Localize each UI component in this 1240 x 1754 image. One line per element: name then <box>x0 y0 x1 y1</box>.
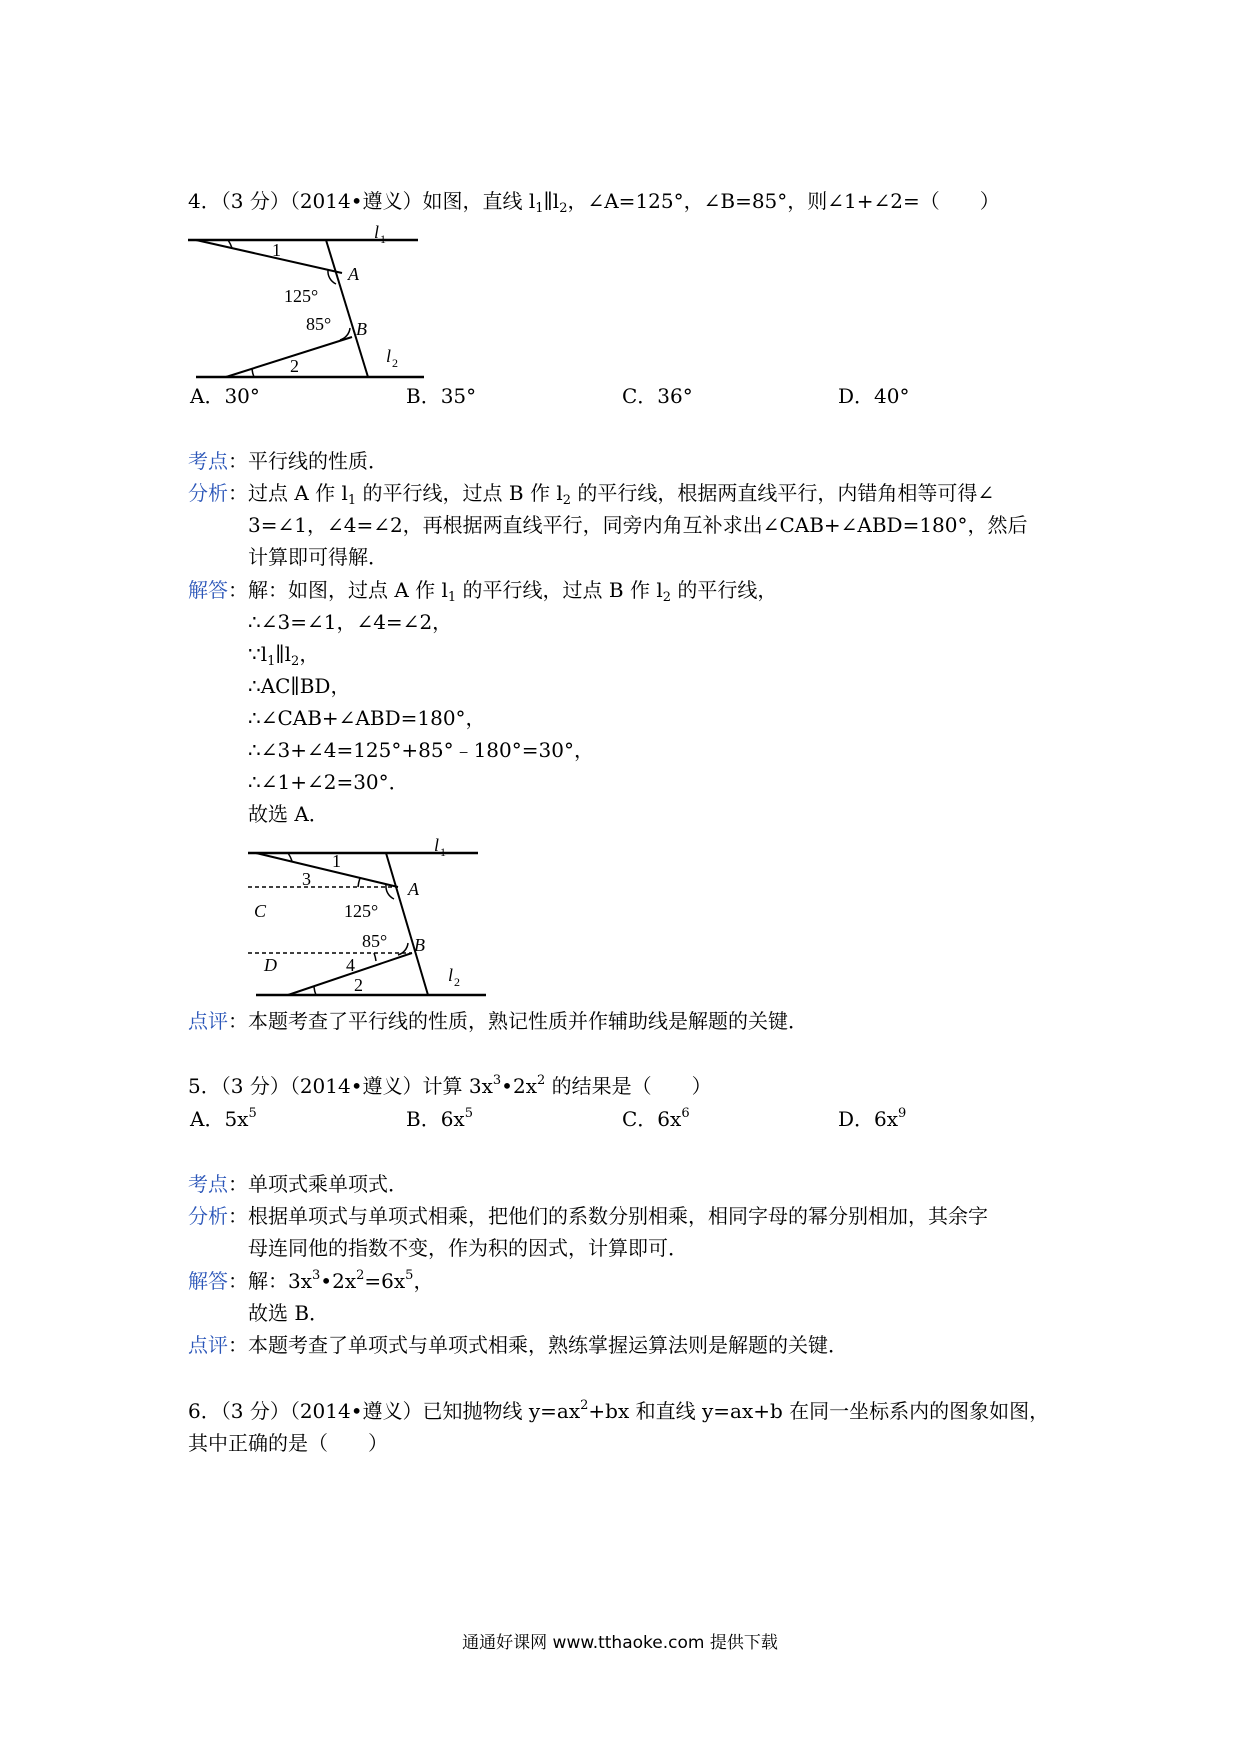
q4-sol-l1: l <box>434 835 440 855</box>
q4-fig-l1-sub: 1 <box>380 232 386 246</box>
q4-step-5: ∴∠3+∠4=125°+85°﹣180°=30°， <box>248 738 594 762</box>
q4-step-2: $\because l_1\parallel l_2$， <box>248 642 320 669</box>
q4-fenxi: 分析：过点 A 作 $l_1$ 的平行线，过点 B 作 $l_2$ 的平行线，根据两直线平行，内错角相等可得∠ <box>188 481 995 508</box>
q4-jieda-label: 解答 <box>188 578 228 602</box>
q5-option-b: B．$6x^5$ <box>406 1106 473 1131</box>
q5-fenxi-label: 分析 <box>188 1204 228 1228</box>
q5-jieda-line2: 故选 B． <box>248 1301 330 1325</box>
q4-number: 4． <box>188 189 221 213</box>
q5-dianping-label: 点评 <box>188 1333 228 1357</box>
q4-sol-label-d: D <box>264 955 277 975</box>
q4-figure <box>188 222 428 382</box>
q5-number: 5． <box>188 1074 221 1098</box>
q6-stem: 6．（3 分）（2014•遵义）已知抛物线 $y=ax^2+bx$ 和直线 y=ax+b 在同一坐标系内的图象如图， <box>188 1398 1050 1423</box>
q4-kaodian: 考点：平行线的性质． <box>188 449 388 473</box>
q4-sol-l2-sub: 2 <box>454 975 460 989</box>
q6-stem-line2: 其中正确的是（ ） <box>188 1431 388 1455</box>
q4-fenxi-line2: 3=∠1，∠4=∠2，再根据两直线平行，同旁内角互补求出∠CAB+∠ABD=180°，然后 <box>248 513 1028 537</box>
q4-sol-label-c: C <box>254 901 267 921</box>
q5-dianping: 点评：本题考查了单项式与单项式相乘，熟练掌握运算法则是解题的关键． <box>188 1333 848 1357</box>
q4-fig-l2: l <box>386 346 392 366</box>
q4-step-7: 故选 A． <box>248 802 329 826</box>
q4-fig-label-2: 2 <box>290 356 299 376</box>
q4-step-1: ∴∠3=∠1，∠4=∠2， <box>248 610 453 634</box>
q4-fig-l2-sub: 2 <box>392 356 398 370</box>
q4-sol-l1-sub: 1 <box>440 845 446 859</box>
q4-fig-label-1: 1 <box>272 240 281 260</box>
q4-meta: （3 分）（2014•遵义） <box>220 189 423 213</box>
q5-jieda: 解答：解：$3x^3•2x^2=6x^5$， <box>188 1268 434 1293</box>
q4-sol-label-a: A <box>408 879 419 899</box>
q5-stem: 5．（3 分）（2014•遵义）计算 $3x^3•2x^2$ 的结果是（ ） <box>188 1073 712 1098</box>
q4-dianping-label: 点评 <box>188 1009 228 1033</box>
q4-solution-figure <box>248 835 498 1000</box>
q4-sol-angle-b: 85° <box>362 931 388 951</box>
q5-option-d: D．$6x^9$ <box>838 1106 907 1131</box>
q4-kaodian-label: 考点 <box>188 449 228 473</box>
q4-step-4: ∴∠CAB+∠ABD=180°， <box>248 706 486 730</box>
q4-stem: 4．（3 分）（2014•遵义）如图，直线 $l_1\parallel l_2$，∠A=125°，∠B=85°，则∠1+∠2=（ ） <box>188 189 1000 216</box>
q4-sol-label-2: 2 <box>354 975 363 995</box>
q4-option-c: C．36° <box>622 384 693 408</box>
q4-sol-label-b: B <box>414 935 425 955</box>
q5-option-a: A．$5x^5$ <box>190 1106 257 1131</box>
q5-fenxi: 分析：根据单项式与单项式相乘，把他们的系数分别相乘，相同字母的幂分别相加，其余字 <box>188 1204 988 1228</box>
q5-fenxi-line2: 母连同他的指数不变，作为积的因式，计算即可． <box>248 1236 688 1260</box>
q4-sol-angle-a: 125° <box>344 901 379 921</box>
q6-meta: （3 分）（2014•遵义） <box>220 1399 423 1423</box>
q4-fig-label-a: A <box>348 264 359 284</box>
page-footer: 通通好课网 www.tthaoke.com 提供下载 <box>462 1633 778 1653</box>
q4-fig-l1: l <box>374 222 380 242</box>
q5-kaodian: 考点：单项式乘单项式． <box>188 1172 408 1196</box>
q4-fenxi-label: 分析 <box>188 481 228 505</box>
q4-option-a: A．30° <box>190 384 260 408</box>
q4-step-3: ∴AC∥BD， <box>248 674 351 698</box>
q4-fig-label-b: B <box>356 319 367 339</box>
q4-sol-label-3: 3 <box>302 869 311 889</box>
q5-meta: （3 分）（2014•遵义） <box>220 1074 423 1098</box>
q5-option-c: C．$6x^6$ <box>622 1106 690 1131</box>
q5-kaodian-label: 考点 <box>188 1172 228 1196</box>
q4-fig-angle-b: 85° <box>306 314 332 334</box>
q4-fig-angle-a: 125° <box>284 286 319 306</box>
q4-step-6: ∴∠1+∠2=30°． <box>248 770 409 794</box>
q4-fenxi-line3: 计算即可得解． <box>248 545 388 569</box>
q6-number: 6． <box>188 1399 221 1423</box>
q4-option-b: B．35° <box>406 384 477 408</box>
q4-dianping: 点评：本题考查了平行线的性质，熟记性质并作辅助线是解题的关键． <box>188 1009 808 1033</box>
q4-sol-label-1: 1 <box>332 851 341 871</box>
q4-sol-l2: l <box>448 965 454 985</box>
q4-sol-label-4: 4 <box>346 955 355 975</box>
q4-jieda: 解答：解：如图，过点 A 作 $l_1$ 的平行线，过点 B 作 $l_2$ 的平行线， <box>188 578 778 605</box>
q4-option-d: D．40° <box>838 384 910 408</box>
q5-jieda-label: 解答 <box>188 1269 228 1293</box>
